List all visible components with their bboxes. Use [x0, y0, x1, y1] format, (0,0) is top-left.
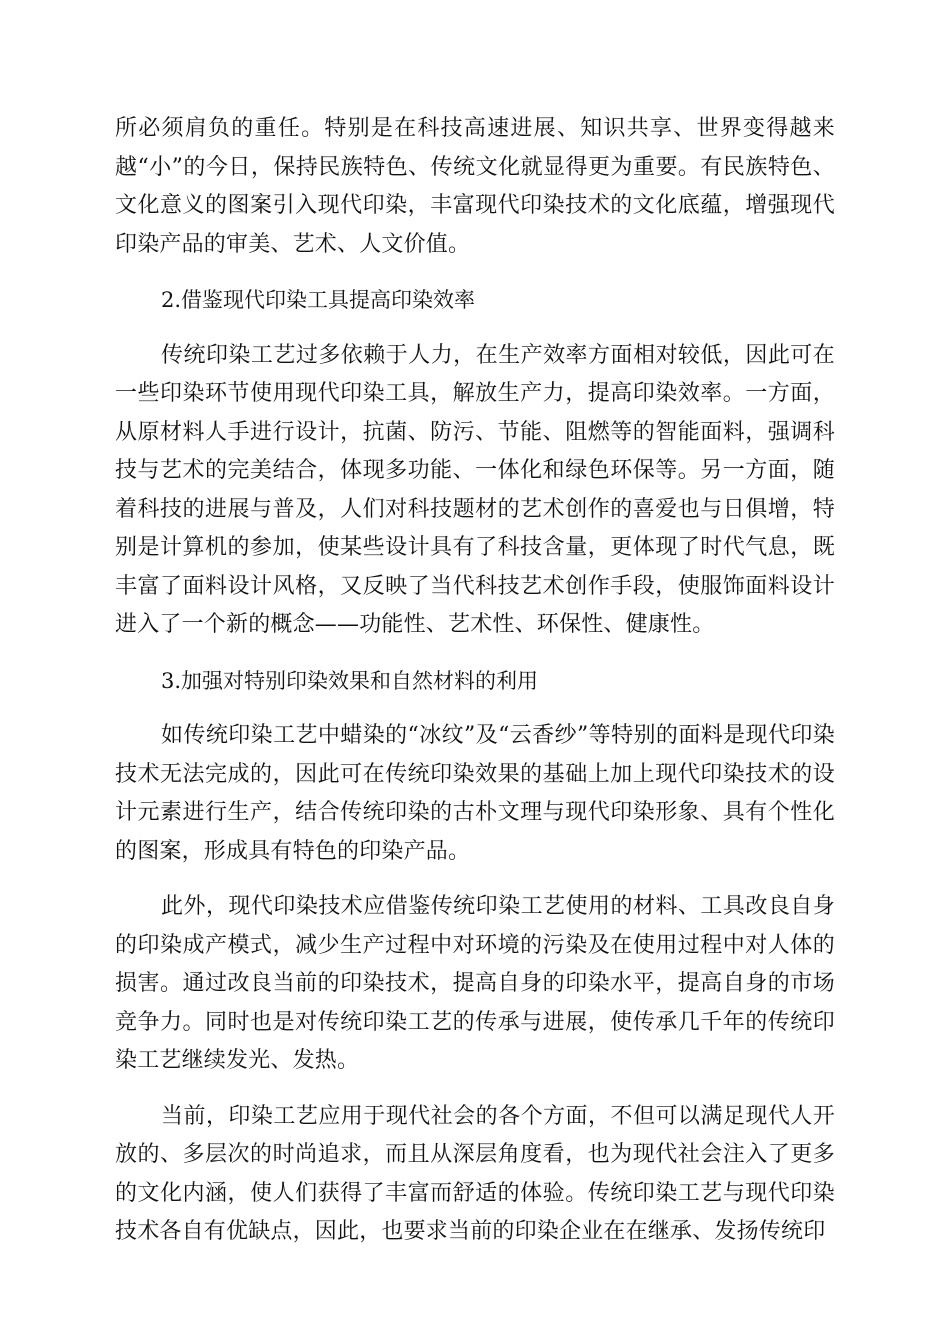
paragraph-gap — [115, 871, 835, 888]
paragraph-conclusion: 当前，印染工艺应用于现代社会的各个方面，不但可以满足现代人开放的、多层次的时尚追求，而且从深层角度看，也为现代社会注入了更多的文化内涵，使人们获得了丰富而舒适的体验。传统印染工艺与现代印染技术各自有优缺点，因此，也要求当前的印染企业在在继承、发扬传统印 — [115, 1103, 835, 1244]
paragraph-gap — [115, 645, 835, 662]
paragraph-gap — [115, 264, 835, 281]
paragraph-gap — [115, 700, 835, 717]
paragraph-efficiency: 传统印染工艺过多依赖于人力，在生产效率方面相对较低，因此可在一些印染环节使用现代印染工具，解放生产力，提高印染效率。一方面，从原材料人手进行设计，抗菌、防污、节能、阻燃等的智能面料，强调科技与艺术的完美结合，体现多功能、一体化和绿色环保等。另一方面，随着科技的进展与普及，人们对科技题材的艺术创作的喜爱也与日俱增，特别是计算机的参加，使某些设计具有了科技含量，更体现了时代气息，既丰富了面料设计风格，又反映了当代科技艺术创作手段，使服饰面料设计进入了一个新的概念——功能性、艺术性、环保性、健康性。 — [115, 342, 835, 637]
section-heading-3: 3.加强对特别印染效果和自然材料的利用 — [161, 668, 539, 693]
paragraph-materials: 此外，现代印染技术应借鉴传统印染工艺使用的材料、工具改良自身的印染成产模式，减少生产过程中对环境的污染及在使用过程中对人体的损害。通过改良当前的印染技术，提高自身的印染水平，提高自身的市场竞争力。同时也是对传统印染工艺的传承与进展，使传承几千年的传统印染工艺继续发光、发热。 — [115, 894, 835, 1073]
section-heading-2: 2.借鉴现代印染工具提高印染效率 — [161, 288, 476, 312]
paragraph-continuation: 所必须肩负的重任。特别是在科技高速进展、知识共享、世界变得越来越“小”的今日，保持民族特色、传统文化就显得更为重要。有民族特色、文化意义的图案引入现代印染，丰富现代印染技术的文化底蕴，增强现代印染产品的审美、艺术、人文价值。 — [115, 116, 835, 257]
document-body — [115, 110, 835, 1252]
paragraph-gap — [115, 1081, 835, 1098]
paragraph-special-effects: 如传统印染工艺中蜡染的“冰纹”及“云香纱”等特别的面料是现代印染技术无法完成的，因此可在传统印染效果的基础上加上现代印染技术的设计元素进行生产，结合传统印染的古朴文理与现代印染形象、具有个性化的图案，形成具有特色的印染产品。 — [115, 723, 835, 864]
paragraph-gap — [115, 320, 835, 337]
